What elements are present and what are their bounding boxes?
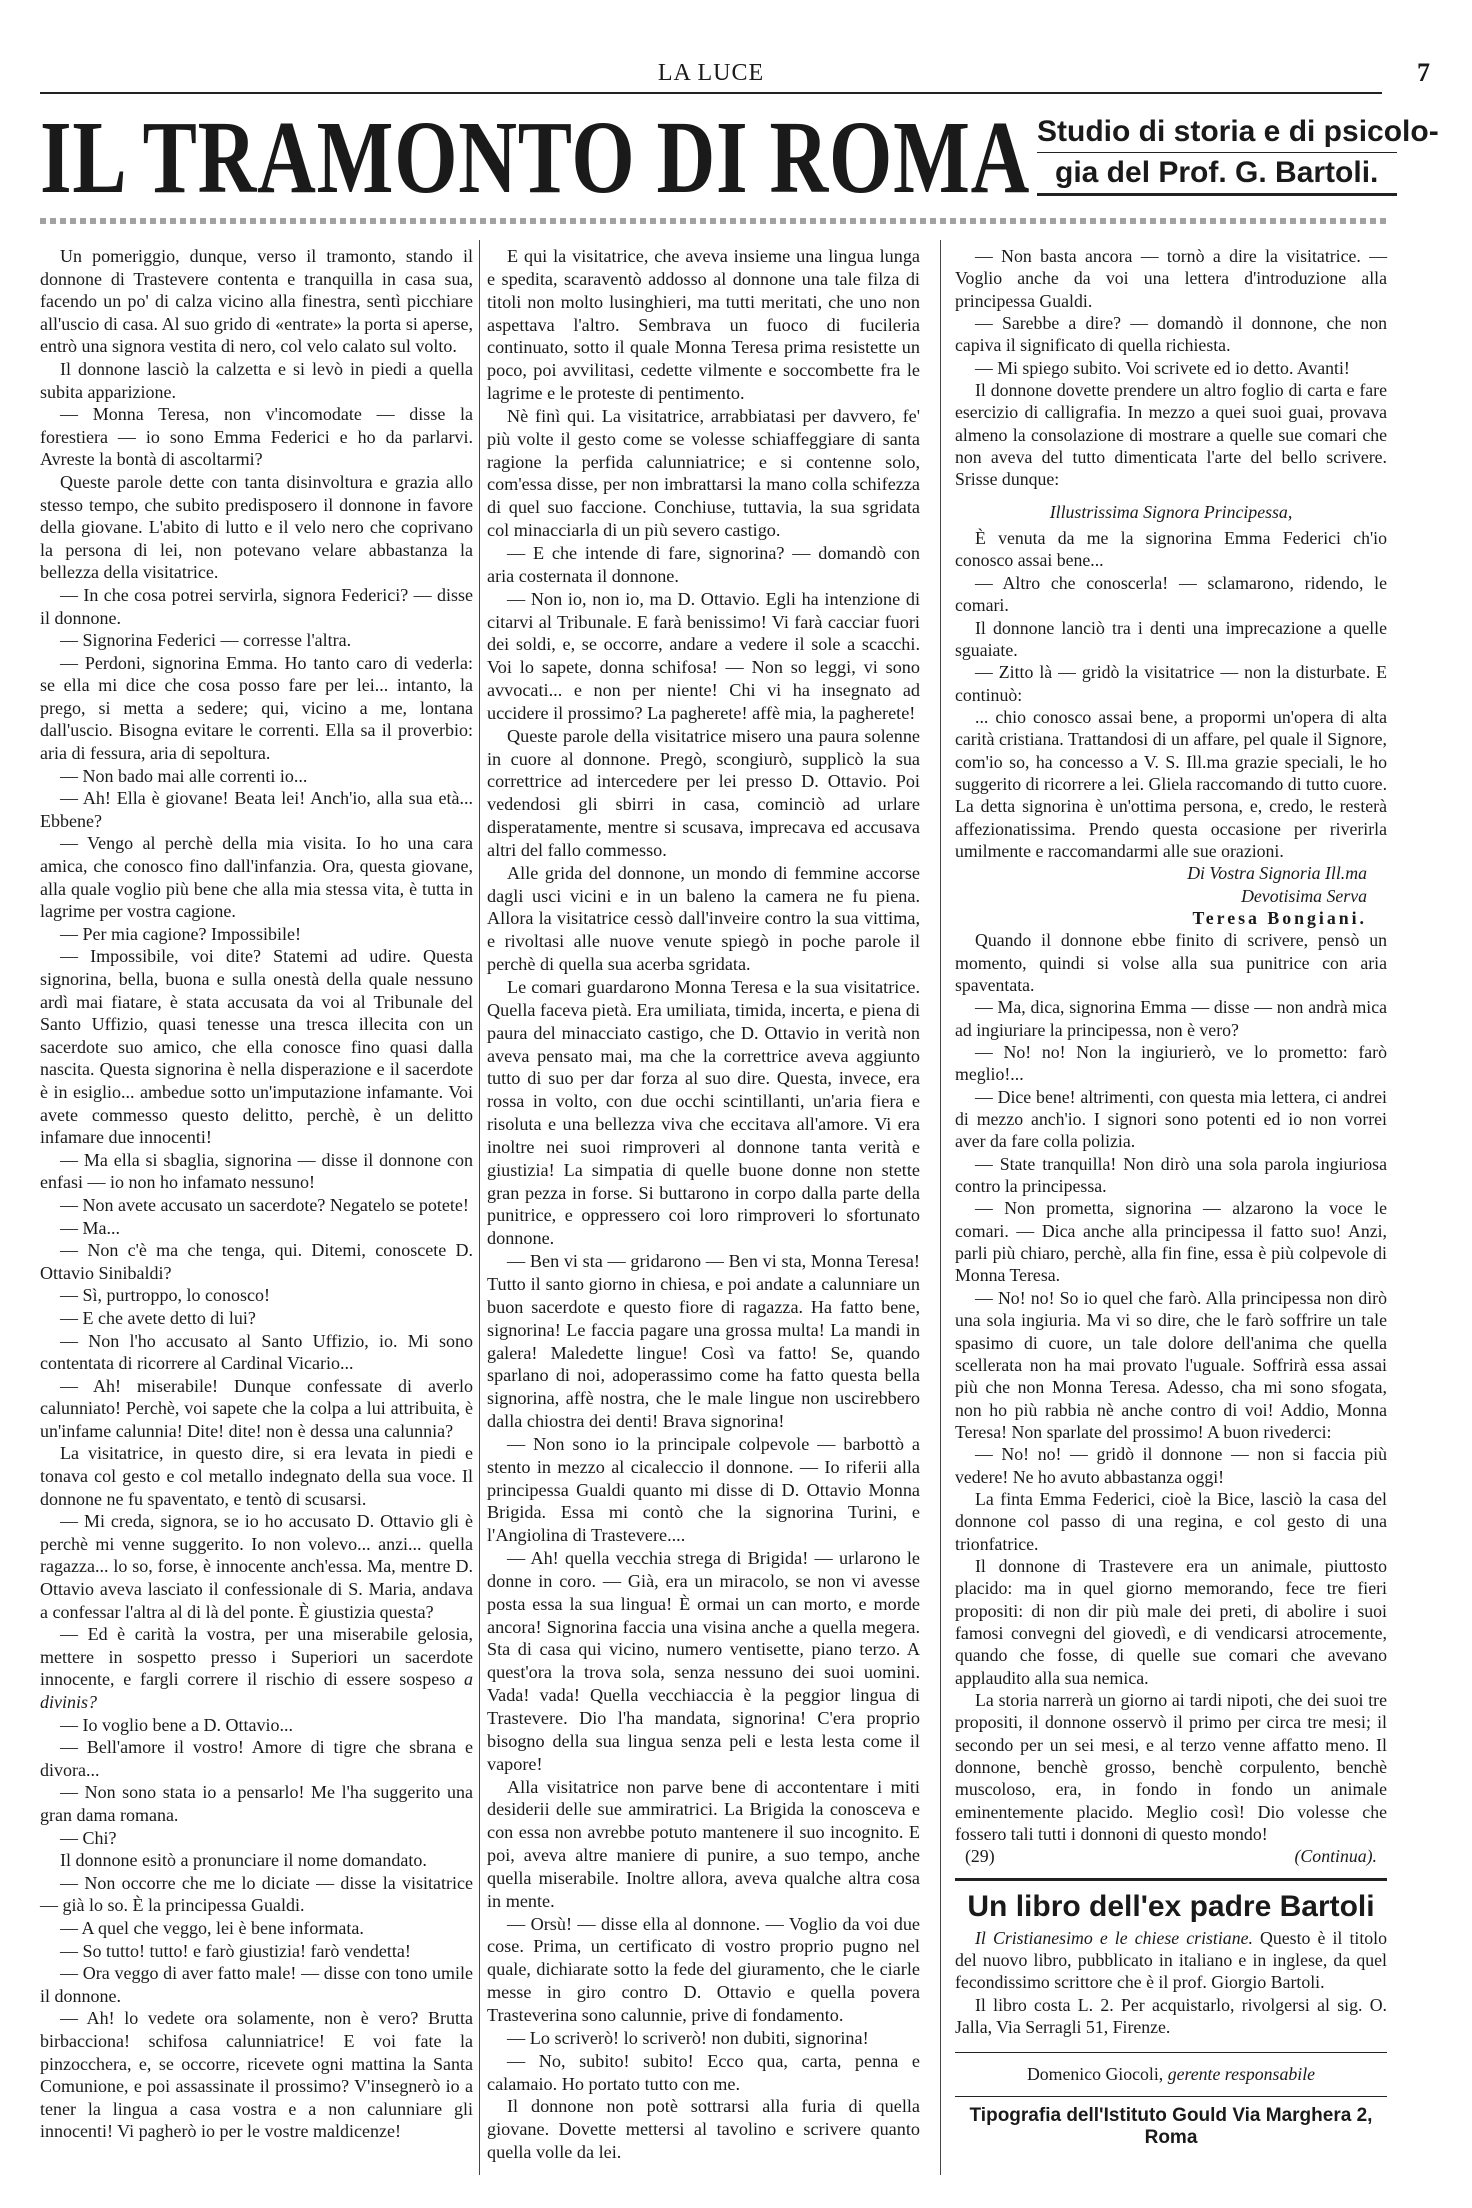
- paragraph: — Altro che conoscerla! — sclamarono, ridendo, le comari.: [955, 572, 1387, 616]
- column-rule-2: [940, 240, 941, 2175]
- paragraph-text: — Ed è carità la vostra, per una miserabile gelosia, mettere in sospetto presso i Superiori un sacerdote innocente, e fargli correre il rischio di essere sospeso: [40, 1624, 473, 1690]
- paragraph: — Non prometta, signorina — alzarono la voce le comari. — Dica anche alla principessa il fatto suo! Anzi, parli più chiaro, perchè, alla fin fine, essa è più colpevole di Monna Teresa.: [955, 1198, 1387, 1286]
- paragraph: — Impossibile, voi dite? Statemi ad udire. Questa signorina, bella, buona e sulla onestà della quale nessuno ardì mai fiatare, è stata accusata da voi al Tribunale del Santo Uffizio, quasi tenesse una tresca illecita con un sacerdote suo amico, che ella conosce fino quasi dalla nascita. Questa signorina è nella disperazione e il sacerdote è in esiglio... ambedue sotto un'imputazione infamante. Voi avete commesso questo delitto, perchè, è un delitto infamare due innocenti!: [40, 946, 473, 1148]
- column-3: [955, 245, 1387, 2150]
- paragraph: Queste parole dette con tanta disinvoltura e grazia allo stesso tempo, che subito predisposero il donnone in favore della giovane. L'abito di lutto e il velo nero che coprivano la persona di lei, non potevano velare abbastanza la bellezza della visitatrice.: [40, 471, 473, 583]
- column-1: [40, 245, 473, 2143]
- paragraph: — Ah! lo vedete ora solamente, non è vero? Brutta birbacciona! schifosa calunniatrice! E voi fate la pinzocchera, e, se occorre, ricevete ogni mattina la Santa Comunione, e poi assassinate il prossimo? V'insegnerò io a tener la lingua a casa vostra e a non calunniare gli innocenti! Vi pagherò io per le vostre maldicenze!: [40, 2008, 473, 2142]
- paragraph: — Perdoni, signorina Emma. Ho tanto caro di vederla: se ella mi dice che cosa posso fare per lei... intanto, la prego, si metta a sedere; qui, vicino a me, lontana dall'uscio. Bisogna evitare le correnti. Ella sa il proverbio: aria di fessura, aria di sepoltura.: [40, 652, 473, 764]
- paragraph: — Vengo al perchè della mia visita. Io ho una cara amica, che conosco fino dall'infanzia. Ora, questa giovane, alla quale voglio più bene che alla mia stessa vita, è tutta in lagrime per vostra cagione.: [40, 833, 473, 922]
- paragraph: — Dice bene! altrimenti, con questa mia lettera, ci andrei di mezzo anch'io. I signori sono potenti ed io non vorrei aver da fare colla polizia.: [955, 1086, 1387, 1152]
- masthead-title: IL TRAMONTO DI ROMA: [40, 100, 1031, 215]
- paragraph: Il libro costa L. 2. Per acquistarlo, rivolgersi al sig. O. Jalla, Via Serragli 51, Firenze.: [955, 1994, 1387, 2038]
- continua-label: (Continua).: [1294, 1846, 1377, 1867]
- paragraph: [955, 1927, 1387, 1994]
- paragraph: — Non sono io la principale colpevole — barbottò a stento in mezzo al cicaleccio il donnone. — Io riferii alla principessa Gualdi quanto mi disse di D. Ottavio Monna Brigida. Essa mi contò che la signorina Turini, e l'Angiolina di Trastevere....: [487, 1433, 920, 1546]
- paragraph: — Ma...: [60, 1217, 120, 1238]
- running-header: [40, 58, 1430, 94]
- paragraph: — Orsù! — disse ella al donnone. — Voglio da voi due cose. Prima, un certificato di vostro proprio pugno nel quale, dichiarate sotto la fede del giuramento, che le ciarle messe in giro contro D. Ottavio e quella povera Trasteverina sono calunnie, prive di fondamento.: [487, 1913, 920, 2025]
- continuation-row: [955, 1845, 1387, 1867]
- letter-signoff-1: Di Vostra Signoria Ill.ma: [1187, 863, 1367, 884]
- issue-number: (29): [965, 1846, 995, 1867]
- paragraph: — Ora veggo di aver fatto male! — disse con tono umile il donnone.: [40, 1963, 473, 2006]
- printer-line: Tipografia dell'Istituto Gould Via Marghera 2, Roma: [969, 2104, 1373, 2149]
- paragraph: — E che intende di fare, signorina? — domandò con aria costernata il donnone.: [487, 542, 920, 586]
- masthead-subtitle: [1037, 112, 1439, 196]
- paragraph: — Ma, dica, signorina Emma — disse — non andrà mica ad ingiuriare la principessa, non è vero?: [955, 997, 1387, 1040]
- letter-paragraph: ... chio conosco assai bene, a propormi un'opera di alta carità cristiana. Trattandosi di un affare, pel quale il Signore, com'io so, ha concesso a V. S. Ill.ma grazie speciali, le ho suggerito di ricorrere a lei. Gliela raccomando di tutto cuore. La detta signorina è un'ottima persona, e, credo, le resterà affezionatissima. Prendo questa occasione per riverirla umilmente e raccomandarmi alle sue orazioni.: [955, 706, 1388, 861]
- footer-divider: [955, 2052, 1387, 2053]
- paragraph: E qui la visitatrice, che aveva insieme una lingua lunga e spedita, scaraventò addosso al donnone una tale filza di titoli non molto lusinghieri, ma tutti meritati, che uno non aspettava l'altro. Sembrava un fuoco di fucileria continuato, sotto il quale Monna Teresa prima resistette un poco, poi avvilitasi, cedette vilmente e soccombette fra le lagrime e le proteste di pentimento.: [487, 246, 920, 404]
- paragraph: — E che avete detto di lui?: [60, 1307, 256, 1328]
- paragraph: — Sì, purtroppo, lo conosco!: [60, 1285, 270, 1306]
- letter-signoff-2: Devotisima Serva: [1241, 885, 1367, 906]
- column-rule-1: [479, 240, 480, 2175]
- paragraph: — Non c'è ma che tenga, qui. Ditemi, conoscete D. Ottavio Sinibaldi?: [40, 1240, 473, 1283]
- running-title: LA LUCE: [657, 60, 765, 86]
- paragraph: — Ah! miserabile! Dunque confessate di averlo calunniato! Perchè, voi sapete che la colpa a lui attribuita, è un'infame calunnia! Dite! dite! non è dessa una calunnia?: [40, 1375, 473, 1441]
- letter-signature: Teresa Bongiani.: [1192, 907, 1367, 928]
- paragraph: — Ben vi sta — gridarono — Ben vi sta, Monna Teresa! Tutto il santo giorno in chiesa, e poi andate a calunniare un buon sacerdote e questo fiore di ragazza. Ha fatto bene, signorina! Le faccia pagare una grossa multa! La mandi in galera! Maledette lingue! Così va fatto! Se, quando sparlano di noi, adoperassimo come ha fatto questa bella signorina, affè nostra, che le male lingue non uscirebbero dalla chiostra dei denti! Brava signorina!: [487, 1251, 920, 1432]
- paragraph: Nè finì qui. La visitatrice, arrabbiatasi per davvero, fe' più volte il gesto come se volesse schiaffeggiare di santa ragione la perfida calunniatrice; e si contenne solo, com'essa disse, per non imbrattarsi la mano colla schifezza di quel suo faccione. Conchiuse, tuttavia, la sua sgridata col minacciarla di un più severo castigo.: [487, 405, 920, 541]
- paragraph: — Non l'ho accusato al Santo Uffizio, io. Mi sono contentata di ricorrere al Cardinal Vicario...: [40, 1330, 473, 1374]
- paragraph: — State tranquilla! Non dirò una sola parola ingiuriosa contro la principessa.: [955, 1153, 1387, 1197]
- article-divider: [955, 1878, 1387, 1881]
- paragraph: — Non io, non io, ma D. Ottavio. Egli ha intenzione di citarvi al Tribunale. E farà benissimo! Vi farà cacciar fuori dei soldi, e, se occorre, andare a vedere il sole a scacchi. Voi lo sapete, donna schifosa! — Non so leggi, vi sono avvocati... e non per niente! Chi vi ha insegnato ad uccidere il prossimo? La pagherete! affè mia, la pagherete!: [487, 588, 920, 723]
- gerente-line: [955, 2063, 1387, 2085]
- paragraph: Quando il donnone ebbe finito di scrivere, pensò un momento, quindi si volse alla sua punitrice con aria spaventata.: [955, 930, 1387, 995]
- paragraph: — Non sono stata io a pensarlo! Me l'ha suggerito una gran dama romana.: [40, 1782, 473, 1825]
- subtitle-line-1: Studio di storia e di psicolo-: [1037, 115, 1439, 148]
- paragraph: — Ma ella si sbaglia, signorina — disse il donnone con enfasi — io non ho infamato nessuno!: [40, 1149, 473, 1193]
- paragraph: Il donnone lanciò tra i denti una imprecazione a quelle sguaiate.: [955, 617, 1387, 660]
- paragraph: Alle grida del donnone, un mondo di femmine accorse dagli usci vicini e in un baleno la camera ne fu piena. Allora la visitatrice cessò dall'inveire contro la sua vittima, e rivoltasi alle nuove venute spiegò in poche parole il perchè di quella sua acerba sgridata.: [487, 862, 920, 975]
- article-title: Un libro dell'ex padre Bartoli: [967, 1889, 1375, 1923]
- paragraph: Il donnone non potè sottrarsi alla furia di quella giovane. Dovette mettersi al tavolino e scrivere quanto quella volle da lei.: [487, 2096, 920, 2163]
- paragraph: Il donnone lasciò la calzetta e si levò in piedi a quella subita apparizione.: [40, 358, 473, 402]
- paragraph: — No! no! So io quel che farò. Alla principessa non dirò una sola ingiuria. Ma vi so dire, che le farò soffrire un tale spasimo di cuore, un tale dolore dell'anima che quella scellerata non ha mai provato l'uguale. Soffrirà essa assai più che non Monna Teresa. Adesso, cha mi sono sfogata, non ho più rabbia nè anche contro di voi! Addio, Monna Teresa! Non sparlate del prossimo! A buon rivederci:: [955, 1287, 1387, 1442]
- paragraph: — No! no! — gridò il donnone — non si faccia più vedere! Ne ho avuto abbastanza oggi!: [955, 1444, 1387, 1487]
- paragraph: La storia narrerà un giorno ai tardi nipoti, che dei suoi tre propositi, il donnone osservò il primo per circa tre mesi; il secondo per un sei mesi, e al terzo venne affatto meno. Il donnone, benchè grosso, benchè corpulento, benchè muscoloso, era, in fondo in fondo un animale eminentemente placido. Meglio così! Dio volesse che fossero tali tutti i donnoni di questo mondo!: [955, 1690, 1387, 1845]
- subtitle-line-2: gia del Prof. G. Bartoli.: [1037, 152, 1397, 196]
- book-title: Il Cristianesimo e le chiese cristiane.: [975, 1927, 1253, 1948]
- paragraph: Il donnone di Trastevere era un animale, piuttosto placido: ma in quel giorno memorando, fece tre fieri propositi: di non dir più male dei preti, di abolire i suoi famosi convegni del giovedì, e di vendicarsi atrocemente, quando che fosse, di quelle sue comari che avevano applaudito alla sua nemica.: [955, 1555, 1387, 1688]
- letter-paragraph: È venuta da me la signorina Emma Federici ch'io conosco assai bene...: [955, 528, 1387, 571]
- paragraph: — A quel che veggo, lei è bene informata.: [60, 1917, 364, 1938]
- paragraph: — In che cosa potrei servirla, signora Federici? — disse il donnone.: [40, 584, 473, 628]
- paragraph: La finta Emma Federici, cioè la Bice, lasciò la casa del donnone col passo di una regina, e col gesto di una trionfatrice.: [955, 1488, 1387, 1554]
- paragraph-text: Questo è il titolo del nuovo libro, pubblicato in italiano e in inglese, da quel fecondissimo scrittore che è il prof. Giorgio Bartoli.: [955, 1927, 1387, 1993]
- paragraph: — Zitto là — gridò la visitatrice — non la disturbate. E continuò:: [955, 662, 1387, 705]
- gerente-name: Domenico Giocoli,: [1026, 2064, 1168, 2085]
- paragraph: Il donnone esitò a pronunciare il nome domandato.: [60, 1850, 427, 1871]
- paragraph: — Bell'amore il vostro! Amore di tigre che sbrana e divora...: [40, 1737, 473, 1780]
- paragraph: — So tutto! tutto! e farò giustizia! farò vendetta!: [60, 1940, 411, 1961]
- paragraph: — Per mia cagione? Impossibile!: [60, 923, 301, 944]
- paragraph: Queste parole della visitatrice misero una paura solenne in cuore al donnone. Pregò, scongiurò, supplicò la sua correttrice ad intercedere per lei presso D. Ottavio. Poi vedendosi gli sbirri in casa, cominciò ad urlare disperatamente, mentre si scusava, imprecava ed accusava altri del fallo commesso.: [487, 725, 920, 860]
- italic-phrase: a divinis?: [40, 1669, 473, 1712]
- paragraph: — Ah! Ella è giovane! Beata lei! Anch'io, alla sua età... Ebbene?: [40, 788, 473, 831]
- paragraph: — Chi?: [60, 1827, 117, 1848]
- decorative-separator: [40, 218, 1387, 224]
- paragraph: [40, 1623, 473, 1713]
- paragraph: La visitatrice, in questo dire, si era levata in piedi e tonava col gesto e col metallo indegnato della sua voce. Il donnone ne fu spaventato, e tentò di scusarsi.: [40, 1443, 473, 1509]
- gerente-role: gerente responsabile: [1167, 2064, 1316, 2085]
- paragraph: — Ah! quella vecchia strega di Brigida! — urlarono le donne in coro. — Già, era un miracolo, se non vi avesse posta essa la sua lingua! È ormai un can morto, e morde ancora! Signorina faccia una visina anche a quella megera. Sta di casa qui vicino, numero ventisette, piano terzo. A quest'ora la trova sola, senza nessuno dei suoi uomini. Vada! vada! Quella vecchiaccia è la peggior lingua di Trastevere. Dio l'ha mandata, signorina! C'era proprio bisogno della sua lingua senza peli e lesta lesta come il vapore!: [487, 1548, 920, 1774]
- paragraph: — Mi spiego subito. Voi scrivete ed io detto. Avanti!: [975, 357, 1350, 378]
- paragraph: — No, subito! subito! Ecco qua, carta, penna e calamaio. Ho portato tutto con me.: [487, 2050, 920, 2094]
- paragraph: — Mi creda, signora, se io ho accusato D. Ottavio gli è perchè mi venne suggerito. Io non volevo... anzi... quella ragazza... lo so, forse, è innocente anch'essa. Ma, mentre D. Ottavio aveva lasciato il confessionale di S. Maria, andava a confessar l'altra al di là del ponte. È giustizia questa?: [40, 1511, 473, 1622]
- paragraph: — Signorina Federici — corresse l'altra.: [60, 630, 352, 651]
- paragraph: — Io voglio bene a D. Ottavio...: [60, 1714, 293, 1735]
- paragraph: Il donnone dovette prendere un altro foglio di carta e fare esercizio di calligrafia. In mezzo a quei suoi guai, provava almeno la consolazione di mostrare a quelle sue comari che non aveva del tutto dimenticata l'arte del bello scrivere. Srisse dunque:: [955, 380, 1387, 490]
- paragraph: — Lo scriverò! lo scriverò! non dubiti, signorina!: [507, 2027, 869, 2048]
- paragraph: — No! no! Non la ingiurierò, ve lo prometto: farò meglio!...: [955, 1042, 1387, 1085]
- letter-salutation: Illustrissima Signora Principessa,: [1049, 501, 1293, 522]
- paragraph: — Monna Teresa, non v'incomodate — disse la forestiera — io sono Emma Federici e ho da parlarvi. Avreste la bontà di ascoltarmi?: [40, 404, 473, 470]
- column-2: [487, 245, 920, 2164]
- paragraph: — Non occorre che me lo diciate — disse la visitatrice — già lo so. È la principessa Gualdi.: [40, 1872, 473, 1916]
- paragraph: Le comari guardarono Monna Teresa e la sua visitatrice. Quella faceva pietà. Era umiliata, timida, incerta, e piena di paura del minacciato castigo, che D. Ottavio in verità non aveva pensato mai, ma che la correttrice aveva aggiunto tutto di suo per dar forza al suo dire. Questa, invece, era rossa in volto, con due occhi scintillanti, un'aria fiera e risoluta e una bellezza viva che eccitava all'amore. Vi era inoltre nei suoi rimproveri al donnone tanta verità e giustizia! La simpatia di quelle buone donne non stette gran pezza in forse. Si buttarono in corpo dalla parte della punitrice, e oppressero coi loro rimproveri lo sfortunato donnone.: [487, 977, 920, 1249]
- page-number: 7: [1417, 58, 1430, 87]
- paragraph: — Sarebbe a dire? — domandò il donnone, che non capiva il significato di quella richiesta.: [955, 313, 1387, 356]
- paragraph: Un pomeriggio, dunque, verso il tramonto, stando il donnone di Trastevere contenta e tranquilla in casa sua, facendo un po' di calza vicino alla finestra, sentì picchiare all'uscio di casa. Al suo grido di «entrate» la porta si aperse, entrò una signora vestita di nero, col velo calato sul volto.: [40, 246, 473, 357]
- paragraph: — Non bado mai alle correnti io...: [60, 765, 308, 786]
- paragraph: Alla visitatrice non parve bene di accontentare i miti desiderii delle sue ammiratrici. La Brigida la conosceva e con essa non avrebbe potuto mantenere il suo incognito. E poi, aveva altre maniere di punire, a suo tempo, anche quella miserabile. Inoltre allora, aveva qualche altra cosa in mente.: [487, 1776, 920, 1911]
- paragraph: — Non basta ancora — tornò a dire la visitatrice. — Voglio anche da voi una lettera d'introduzione alla principessa Gualdi.: [955, 246, 1387, 311]
- paragraph: — Non avete accusato un sacerdote? Negatelo se potete!: [60, 1194, 469, 1215]
- footer-divider-2: [955, 2096, 1387, 2097]
